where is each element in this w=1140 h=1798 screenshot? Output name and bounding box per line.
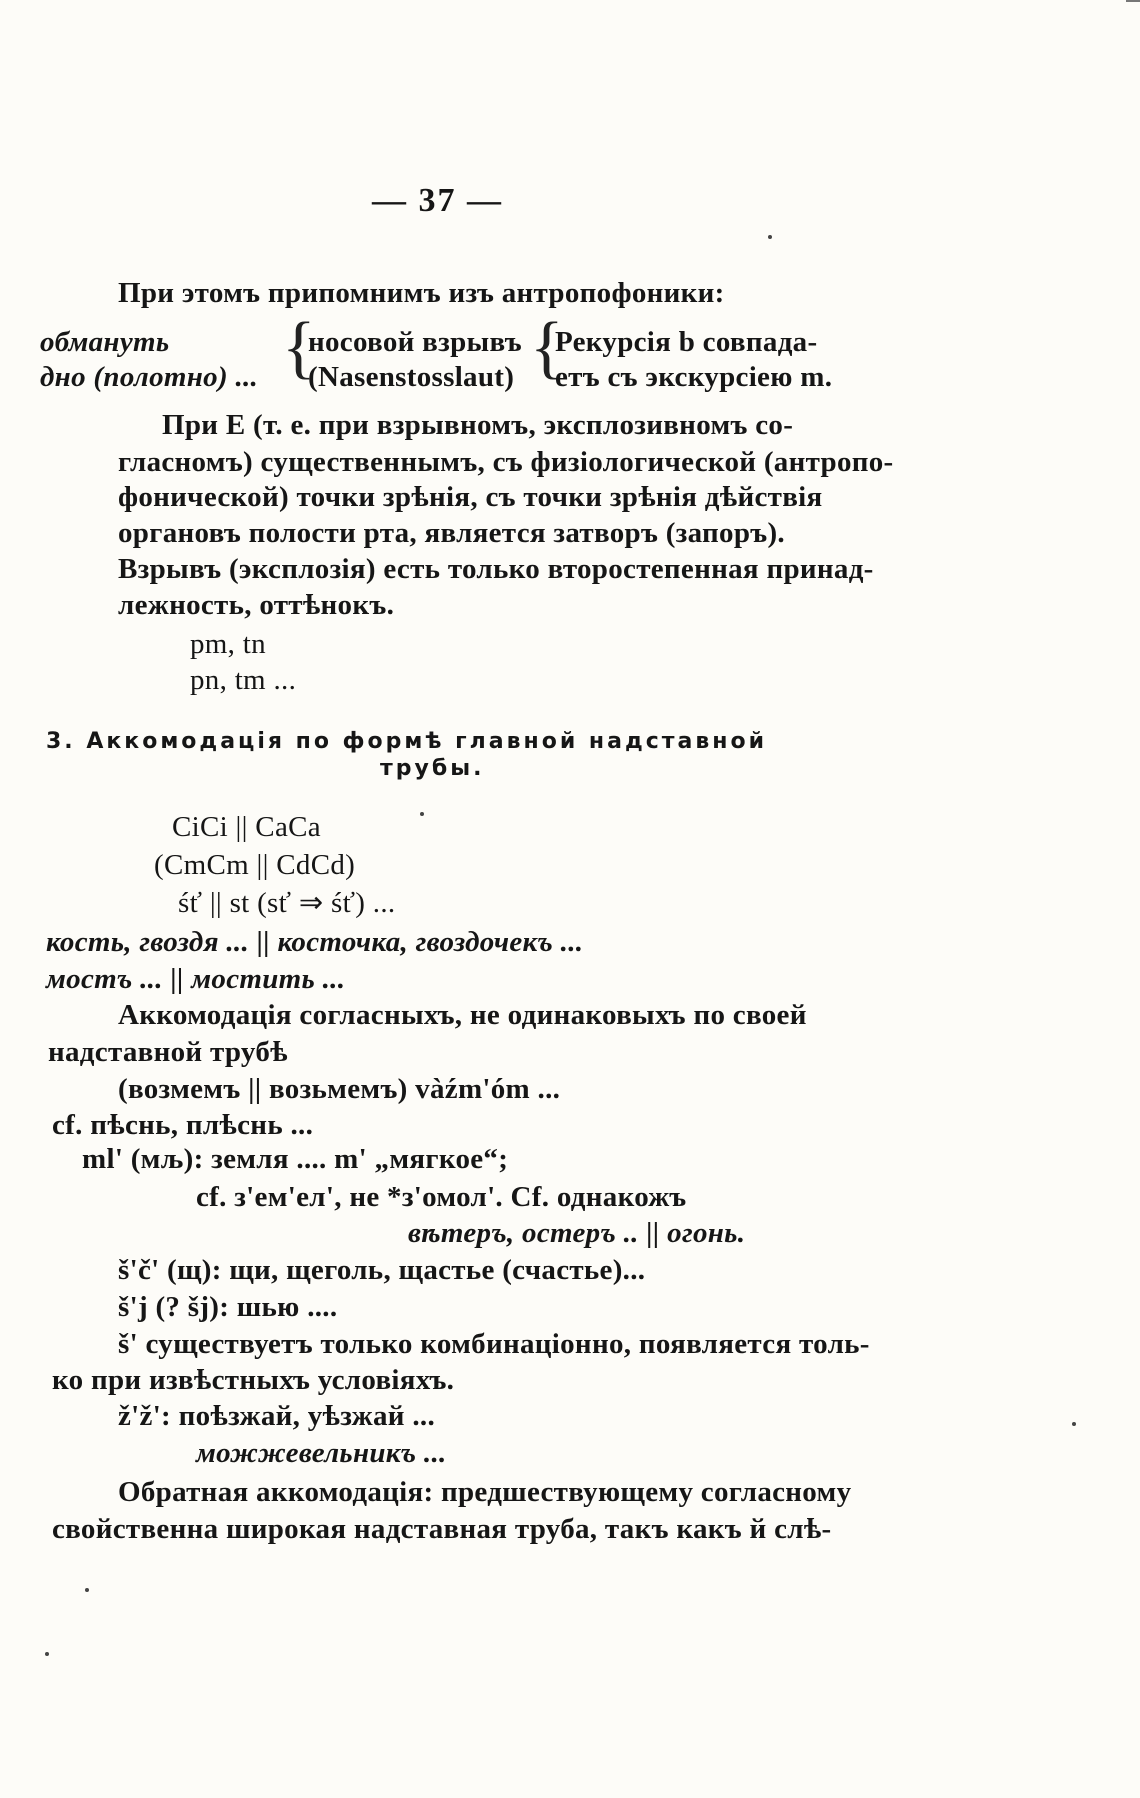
example-line: ml' (мљ): земля .... m' „мягкое“; [82,1143,509,1175]
paragraph-line: органовъ полости рта, является затворъ (запоръ). [118,517,785,549]
paragraph-line: гласномъ) существеннымъ, съ физіологической (антропо- [118,446,894,478]
paragraph-line: фонической) точки зрѣнія, съ точки зрѣнія дѣйствія [118,481,823,513]
example-line: мостъ ... || мостить ... [46,963,346,995]
scan-speck [45,1652,49,1656]
scan-speck [1072,1422,1076,1426]
paragraph-line: š' существуетъ только комбинаціонно, появляется толь- [118,1328,870,1360]
example-line: cf. пѣснь, плѣснь ... [52,1109,314,1141]
formula-line: CiCi || CaCa [172,811,321,843]
brace-right: { [530,309,564,386]
scan-speck [85,1588,89,1592]
section-heading-cont: трубы. [380,756,485,781]
recursion-text: Рекурсія b совпада- [555,326,818,358]
sound-pair-line: pn, tm ... [190,664,297,696]
sound-pair-line: pm, tn [190,628,266,660]
formula-line: (CmCm || CdCd) [154,849,356,881]
example-word-1: обмануть [40,326,170,358]
example-line: кость, гвоздя ... || косточка, гвоздочекъ ... [46,926,584,958]
paragraph-line: При E (т. е. при взрывномъ, эксплозивномъ со- [162,409,794,441]
page-number: — 37 — [372,182,503,219]
paragraph-line: надставной трубѣ [48,1036,288,1068]
paragraph-line: ко при извѣстныхъ условіяхъ. [52,1364,455,1396]
example-line: ž'ž': поѣзжай, уѣзжай ... [118,1400,436,1432]
formula-line: śť || st (sť ⇒ śť) ... [178,887,396,919]
nasal-explosion-term: носовой взрывъ [308,326,522,358]
section-heading: 3. Аккомодація по формѣ главной надставной [46,729,768,754]
page-edge-mark [1126,0,1140,22]
example-line: š'j (? šj): шью .... [118,1291,338,1323]
paragraph-line: Обратная аккомодація: предшествующему согласному [118,1476,852,1508]
example-line: можжевельникъ ... [196,1437,447,1469]
paragraph-line: Взрывъ (эксплозія) есть только второстепенная принад- [118,553,874,585]
recursion-text-2: етъ съ экскурсіею m. [555,361,833,393]
scan-speck [420,812,424,816]
intro-line: При этомъ припомнимъ изъ антропофоники: [118,277,725,309]
paragraph-line: лежность, оттѣнокъ. [118,589,395,621]
paragraph-line: Аккомодація согласныхъ, не одинаковыхъ по своей [118,999,807,1031]
example-line: cf. з'ем'ел', не *з'омол'. Cf. однакожъ [196,1181,687,1213]
example-word-2: дно (полотно) ... [40,361,259,393]
example-line: š'č' (щ): щи, щеголь, щастье (счастье)... [118,1254,646,1286]
example-line: (возмемъ || возьмемъ) vàźm'óm ... [118,1073,561,1105]
paragraph-line: свойственна широкая надставная труба, такъ какъ й слѣ- [52,1513,832,1545]
example-line: вѣтеръ, остеръ .. || огонь. [408,1217,746,1249]
scan-speck [768,235,772,239]
german-term: (Nasenstosslaut) [308,361,515,393]
brace-left: { [282,309,316,386]
